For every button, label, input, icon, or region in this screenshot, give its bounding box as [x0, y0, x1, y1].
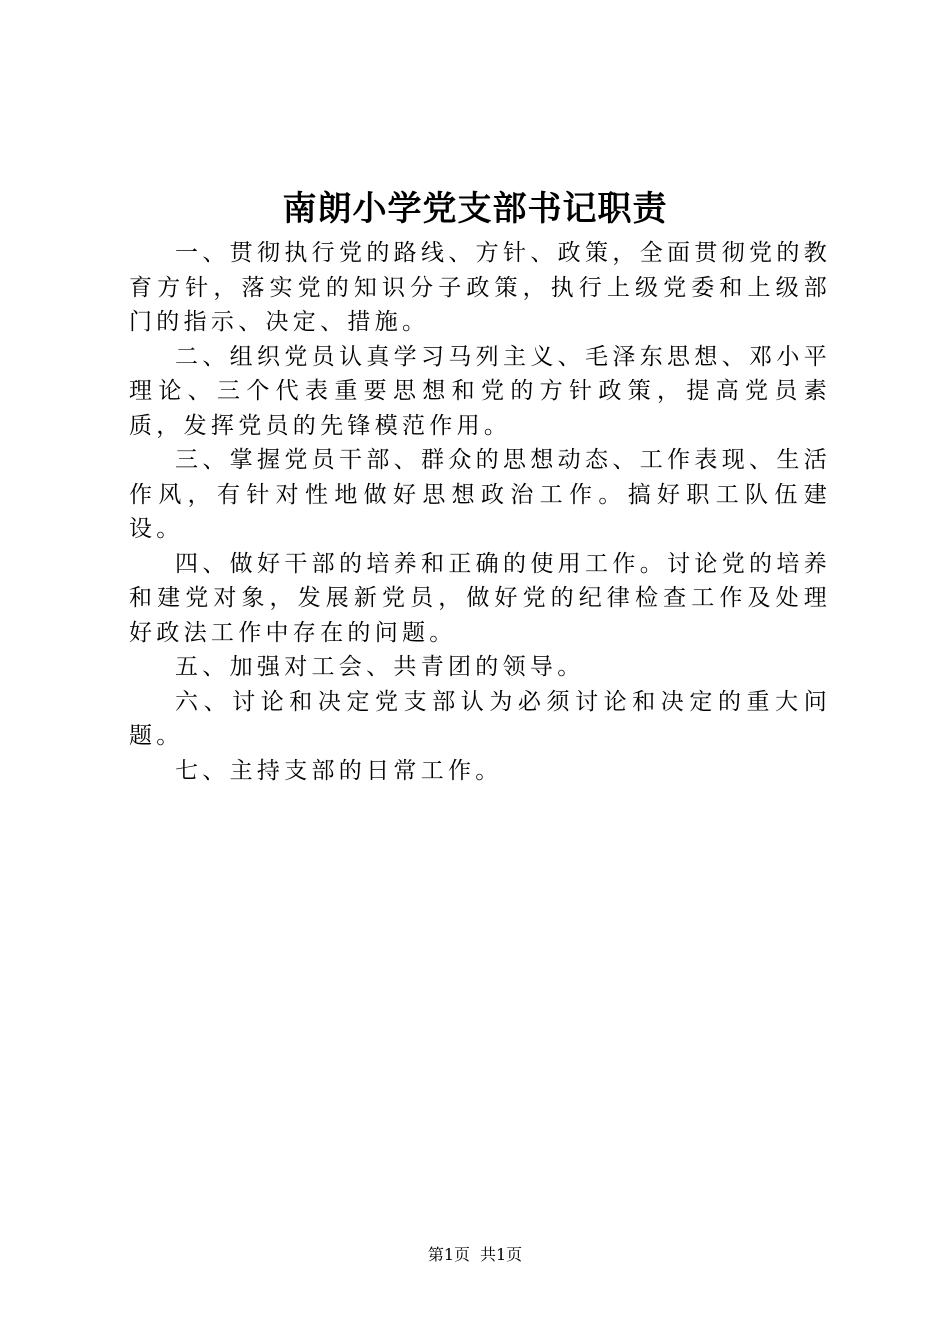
- duty-paragraph-6: 六、讨论和决定党支部认为必须讨论和决定的重大问题。: [129, 688, 831, 749]
- duty-paragraph-7: 七、主持支部的日常工作。: [175, 757, 503, 784]
- page-number-current: 第1页: [427, 1245, 470, 1264]
- duty-paragraph-4: 四、做好干部的培养和正确的使用工作。讨论党的培养和建党对象，发展新党员，做好党的纪律检查工作及处理好政法工作中存在的问题。: [129, 550, 831, 646]
- page-footer: [0, 1244, 950, 1266]
- page-title: 南朗小学党支部书记职责: [282, 189, 668, 229]
- page-number-total: 共1页: [480, 1245, 523, 1264]
- duty-paragraph-5: 五、加强对工会、共青团的领导。: [175, 654, 585, 680]
- document-body: [129, 236, 831, 788]
- duty-paragraph-1: 一、贯彻执行党的路线、方针、政策，全面贯彻党的教育方针，落实党的知识分子政策，执行上级党委和上级部门的指示、决定、措施。: [129, 240, 831, 335]
- duty-paragraph-2: 二、组织党员认真学习马列主义、毛泽东思想、邓小平理论、三个代表重要思想和党的方针政策，提高党员素质，发挥党员的先锋模范作用。: [129, 343, 831, 439]
- duty-paragraph-3: 三、掌握党员干部、群众的思想动态、工作表现、生活作风，有针对性地做好思想政治工作。搞好职工队伍建设。: [129, 447, 831, 542]
